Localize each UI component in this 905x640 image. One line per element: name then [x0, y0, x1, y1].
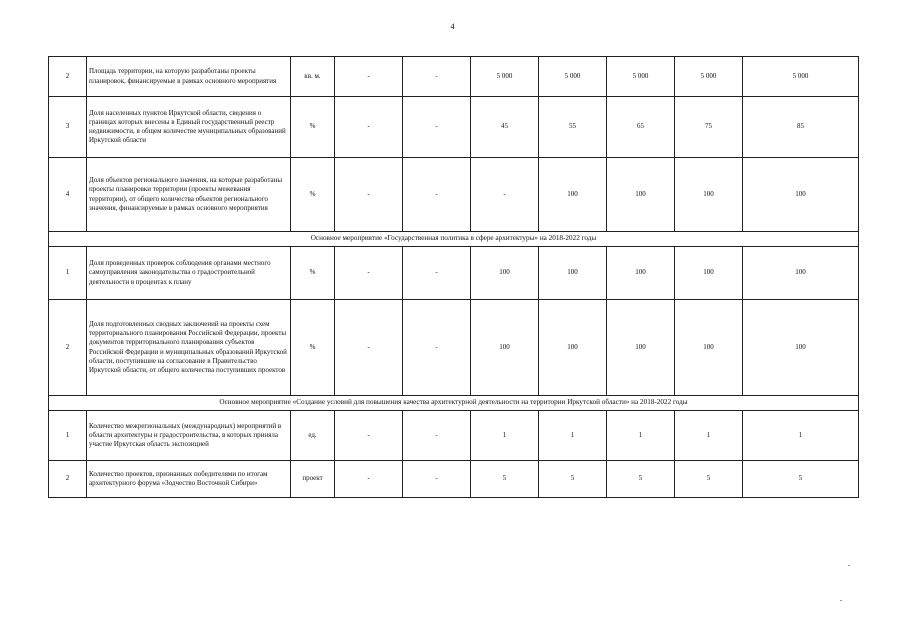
row-number: 2	[49, 57, 87, 97]
section-heading-row	[49, 232, 859, 247]
year-value: 100	[607, 158, 675, 232]
row-number: 2	[49, 300, 87, 396]
year-value: -	[403, 247, 471, 300]
row-number: 3	[49, 97, 87, 158]
table-row	[49, 247, 859, 300]
year-value: 1	[607, 411, 675, 461]
section-heading: Основное мероприятие «Государственная политика в сфере архитектуры» на 2018-2022 годы	[49, 232, 859, 247]
indicator-name: Доля проведенных проверок соблюдения органами местного самоуправления законодательства о градостроительной деятельности в процентах к плану	[87, 247, 291, 300]
year-value: 100	[607, 247, 675, 300]
year-value: 100	[743, 158, 859, 232]
table-row	[49, 158, 859, 232]
unit-of-measure: %	[291, 300, 335, 396]
year-value: -	[403, 411, 471, 461]
year-value: 100	[675, 158, 743, 232]
indicator-name: Количество проектов, признанных победителями по итогам архитектурного форума «Зодчество Восточной Сибири»	[87, 461, 291, 498]
year-value: 5 000	[539, 57, 607, 97]
year-value: 75	[675, 97, 743, 158]
year-value: 1	[471, 411, 539, 461]
year-value: 85	[743, 97, 859, 158]
year-value: 100	[471, 300, 539, 396]
indicator-name: Доля подготовленных сводных заключений на проекты схем территориального планирования Российской Федерации, проекты документов территориального планирования субъектов Российской Федерации и муниципальных образований Иркутской области, поступившие на согласование в Правительство Иркутской области, от общего количества поступивших проектов	[87, 300, 291, 396]
row-number: 4	[49, 158, 87, 232]
year-value: 5 000	[471, 57, 539, 97]
year-value: 65	[607, 97, 675, 158]
unit-of-measure: кв. м.	[291, 57, 335, 97]
year-value: 5	[743, 461, 859, 498]
year-value: -	[335, 97, 403, 158]
year-value: 100	[539, 158, 607, 232]
year-value: -	[335, 300, 403, 396]
year-value: 100	[539, 247, 607, 300]
unit-of-measure: %	[291, 158, 335, 232]
year-value: 5	[675, 461, 743, 498]
unit-of-measure: проект	[291, 461, 335, 498]
section-heading: Основное мероприятие «Создание условий для повышения качества архитектурной деятельности на территории Иркутской области» на 2018-2022 годы	[49, 396, 859, 411]
year-value: 1	[675, 411, 743, 461]
year-value: -	[335, 158, 403, 232]
year-value: 5	[471, 461, 539, 498]
year-value: 1	[743, 411, 859, 461]
year-value: 100	[743, 300, 859, 396]
year-value: 5	[607, 461, 675, 498]
year-value: 45	[471, 97, 539, 158]
unit-of-measure: %	[291, 247, 335, 300]
year-value: -	[335, 247, 403, 300]
table-row	[49, 97, 859, 158]
year-value: 100	[539, 300, 607, 396]
table-row	[49, 57, 859, 97]
year-value: -	[335, 461, 403, 498]
year-value: 5 000	[675, 57, 743, 97]
year-value: -	[335, 57, 403, 97]
table-row	[49, 411, 859, 461]
year-value: 1	[539, 411, 607, 461]
indicator-table	[48, 56, 859, 498]
row-number: 2	[49, 461, 87, 498]
year-value: -	[403, 57, 471, 97]
page-number: 4	[450, 22, 455, 31]
indicator-name: Доля объектов регионального значения, на которые разработаны проекты планировки территории (проекты межевания территории), от общего количества объектов регионального значения, финансируемые в рамках основного мероприятия	[87, 158, 291, 232]
year-value: 100	[471, 247, 539, 300]
year-value: -	[403, 97, 471, 158]
unit-of-measure: %	[291, 97, 335, 158]
year-value: -	[471, 158, 539, 232]
scan-speck	[848, 565, 850, 566]
table-row	[49, 461, 859, 498]
year-value: 55	[539, 97, 607, 158]
year-value: -	[335, 411, 403, 461]
row-number: 1	[49, 247, 87, 300]
unit-of-measure: ед.	[291, 411, 335, 461]
indicator-name: Площадь территории, на которую разработаны проекты планировок, финансируемые в рамках основного мероприятия	[87, 57, 291, 97]
year-value: -	[403, 300, 471, 396]
year-value: 5	[539, 461, 607, 498]
indicator-name: Доля населенных пунктов Иркутской области, сведения о границах которых внесены в Единый государственный реестр недвижимости, в общем количестве муниципальных образований Иркутской области	[87, 97, 291, 158]
table-row	[49, 300, 859, 396]
year-value: 100	[675, 300, 743, 396]
year-value: -	[403, 461, 471, 498]
row-number: 1	[49, 411, 87, 461]
year-value: 5 000	[743, 57, 859, 97]
year-value: 100	[743, 247, 859, 300]
indicator-name: Количество межрегиональных (международных) мероприятий в области архитектуры и градостроительства, в которых приняла участие Иркутская область экспозицией	[87, 411, 291, 461]
section-heading-row	[49, 396, 859, 411]
year-value: 100	[607, 300, 675, 396]
scan-speck	[840, 600, 842, 601]
year-value: -	[403, 158, 471, 232]
year-value: 5 000	[607, 57, 675, 97]
year-value: 100	[675, 247, 743, 300]
